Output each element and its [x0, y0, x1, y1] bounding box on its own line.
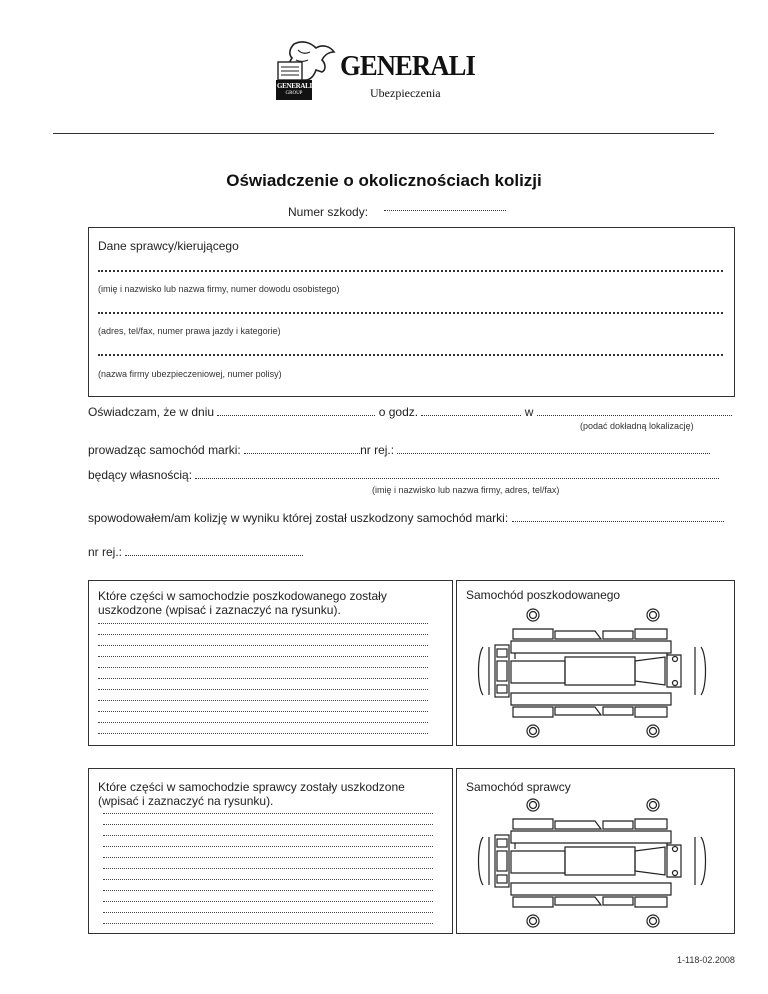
reg-label: nr rej.: — [360, 443, 395, 457]
damaged-car-diagram-box — [456, 580, 735, 746]
place-hint: (podać dokładną lokalizację) — [580, 421, 694, 431]
perpetrator-parts-box — [88, 768, 453, 934]
header-divider — [53, 133, 714, 134]
perpetrator-car-diagram-box — [456, 768, 735, 934]
perpetrator-insurer-hint: (nazwa firmy ubezpieczeniowej, numer polisy) — [98, 369, 282, 379]
perpetrator-insurer-field[interactable] — [98, 354, 723, 356]
owner-label: będący własnością: — [88, 468, 193, 482]
owner-field[interactable] — [195, 468, 719, 479]
form-code: 1-118-02.2008 — [677, 955, 735, 965]
damaged-car-brand-field[interactable] — [512, 511, 724, 522]
damaged-parts-box — [88, 580, 453, 746]
owner-line — [88, 468, 735, 482]
date-field[interactable] — [217, 405, 375, 416]
brand-subtitle: Ubezpieczenia — [370, 86, 441, 100]
brand-name: GENERALI — [340, 50, 475, 82]
damaged-car-diagram[interactable] — [475, 605, 725, 745]
badge-line1: GENERALI — [277, 82, 312, 90]
claim-number-field[interactable] — [384, 210, 506, 211]
driving-line — [88, 443, 735, 457]
perpetrator-parts-lines[interactable] — [103, 813, 433, 924]
reg2-line — [88, 545, 303, 559]
reg-number-field[interactable] — [397, 443, 710, 454]
perpetrator-diagram-title: Samochód sprawcy — [466, 780, 571, 794]
perpetrator-address-field[interactable] — [98, 312, 723, 314]
car-brand-field[interactable] — [244, 443, 360, 454]
declare-label: Oświadczam, że w dniu — [88, 405, 215, 419]
damaged-parts-lines[interactable] — [98, 623, 428, 734]
perpetrator-address-hint: (adres, tel/fax, numer prawa jazdy i kategorie) — [98, 326, 281, 336]
claim-number-label: Numer szkody: — [288, 205, 369, 219]
driving-label: prowadząc samochód marki: — [88, 443, 241, 457]
place-field[interactable] — [537, 405, 732, 416]
caused-line — [88, 511, 735, 525]
declare-line — [88, 405, 735, 419]
perpetrator-name-hint: (imię i nazwisko lub nazwa firmy, numer dowodu osobistego) — [98, 284, 340, 294]
perpetrator-section — [88, 227, 735, 397]
time-field[interactable] — [421, 405, 521, 416]
owner-hint: (imię i nazwisko lub nazwa firmy, adres, tel/fax) — [372, 485, 560, 495]
perpetrator-name-field[interactable] — [98, 270, 723, 272]
damaged-reg-field[interactable] — [125, 545, 303, 556]
time-label: o godz. — [378, 405, 419, 419]
perpetrator-car-diagram[interactable] — [475, 795, 725, 935]
badge-line2: GROUP — [285, 91, 303, 96]
damaged-diagram-title: Samochód poszkodowanego — [466, 588, 621, 602]
perpetrator-label: Dane sprawcy/kierującego — [98, 239, 239, 253]
damaged-parts-question: Które części w samochodzie poszkodowanego zostały uszkodzone (wpisać i zaznaczyć na rysunku). — [98, 589, 387, 617]
reg2-label: nr rej.: — [88, 545, 123, 559]
perpetrator-parts-question: Które części w samochodzie sprawcy zostały uszkodzone (wpisać i zaznaczyć na rysunku). — [98, 780, 405, 808]
place-label: w — [524, 405, 534, 419]
page-title: Oświadczenie o okolicznościach kolizji — [226, 171, 542, 190]
generali-logo — [276, 40, 506, 104]
caused-label: spowodowałem/am kolizję w wyniku której został uszkodzony samochód marki: — [88, 511, 509, 525]
